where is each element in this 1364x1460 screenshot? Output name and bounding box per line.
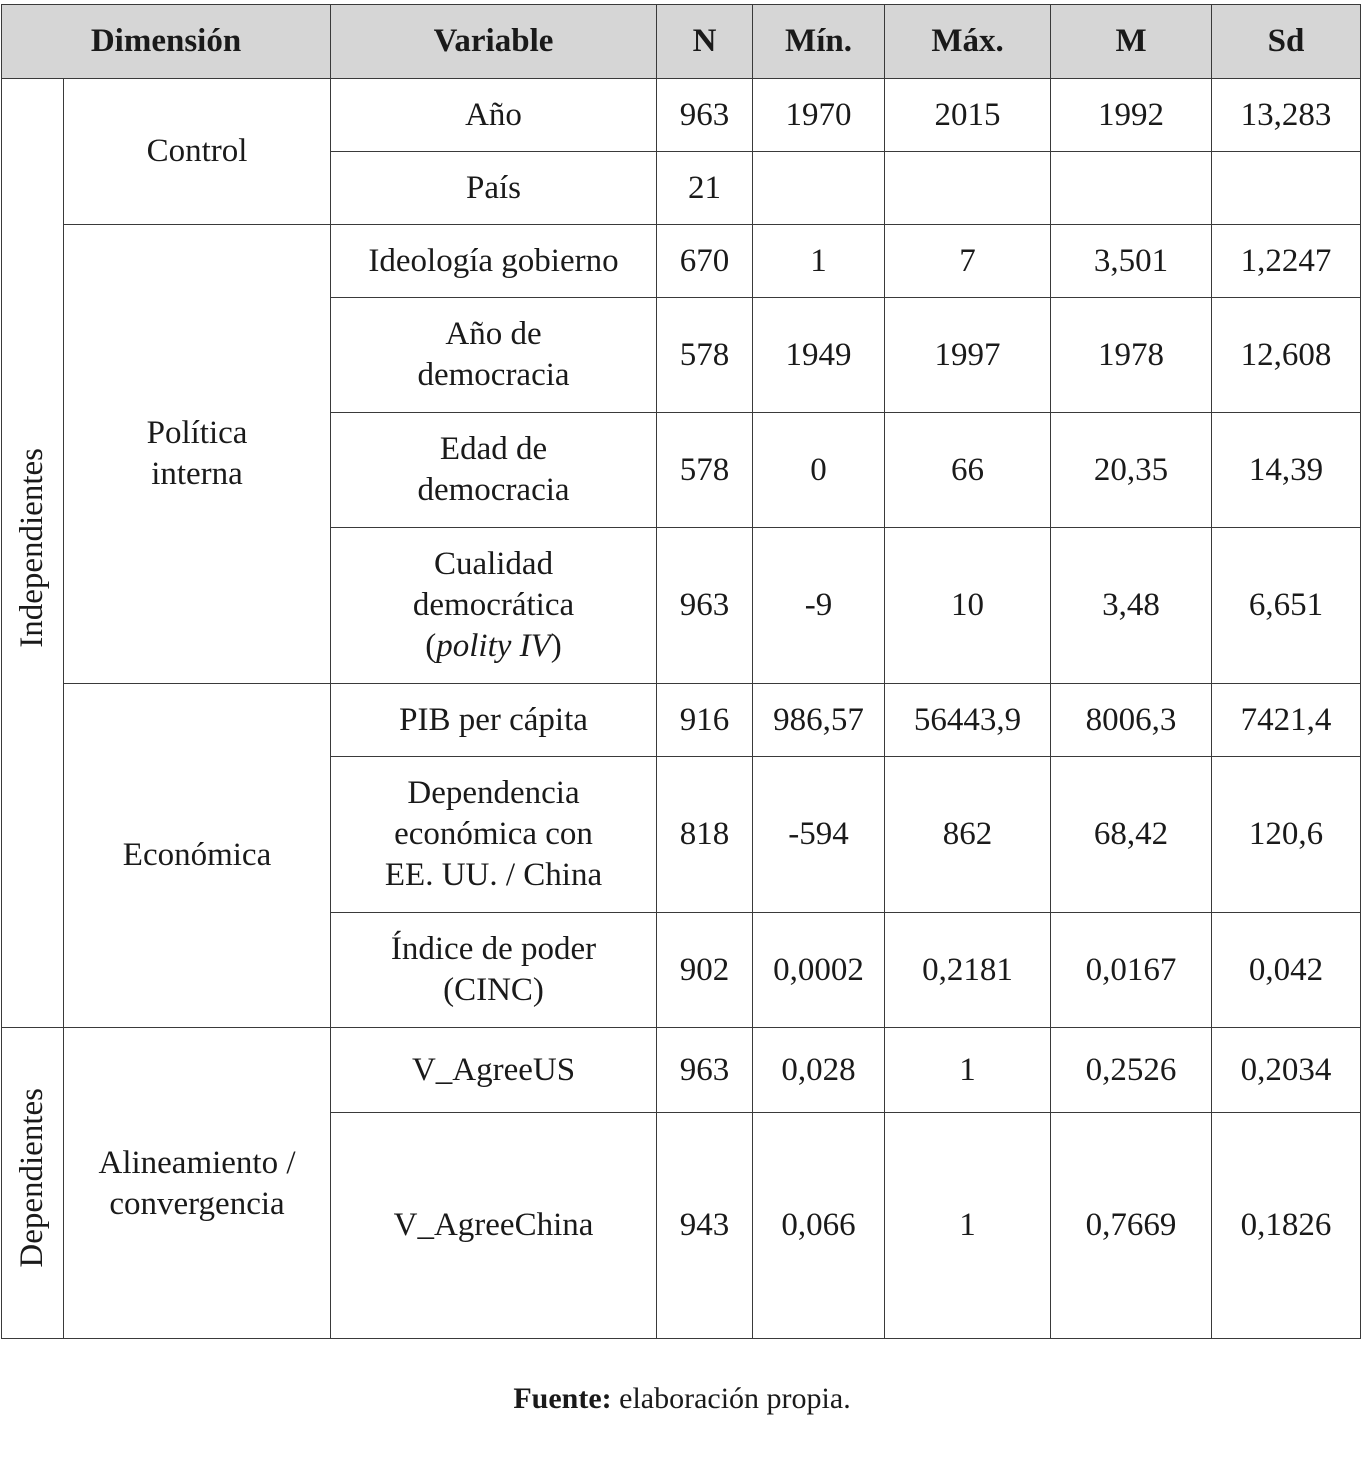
variable-cell: PIB per cápita [331, 684, 657, 757]
variable-line: Cualidad [433, 546, 554, 582]
variable-cell: Año [331, 79, 657, 152]
min-cell: 0,066 [753, 1113, 885, 1339]
variable-line: económica con [394, 816, 593, 852]
sd-cell: 120,6 [1212, 757, 1361, 913]
group-dependientes [2, 1028, 64, 1339]
variable-line: democracia [417, 357, 570, 393]
sd-cell [1212, 152, 1361, 225]
header-row [2, 5, 1361, 79]
dimension-label-line: convergencia [109, 1186, 285, 1222]
sd-cell: 0,2034 [1212, 1028, 1361, 1113]
polity-iv-label: polity IV [436, 628, 551, 664]
header-sd: Sd [1212, 5, 1361, 79]
group-label: Independientes [14, 447, 50, 648]
max-cell: 56443,9 [885, 684, 1051, 757]
variable-line: Índice de poder [390, 931, 597, 967]
variable-cell [331, 757, 657, 913]
mean-cell: 1978 [1051, 298, 1212, 413]
n-cell: 963 [657, 79, 753, 152]
header-max: Máx. [885, 5, 1051, 79]
min-cell: 1949 [753, 298, 885, 413]
n-cell: 916 [657, 684, 753, 757]
n-cell: 963 [657, 1028, 753, 1113]
variable-cell: V_AgreeUS [331, 1028, 657, 1113]
min-cell: 0 [753, 413, 885, 528]
max-cell: 66 [885, 413, 1051, 528]
variable-line: Edad de [439, 431, 548, 467]
n-cell: 963 [657, 528, 753, 684]
mean-cell: 0,0167 [1051, 913, 1212, 1028]
table-row [2, 1028, 1361, 1113]
sd-cell: 0,1826 [1212, 1113, 1361, 1339]
variable-line: EE. UU. / China [384, 857, 603, 893]
max-cell: 1997 [885, 298, 1051, 413]
max-cell: 1 [885, 1113, 1051, 1339]
dimension-economica: Económica [64, 684, 331, 1028]
mean-cell: 8006,3 [1051, 684, 1212, 757]
max-cell: 2015 [885, 79, 1051, 152]
min-cell: 986,57 [753, 684, 885, 757]
dimension-control: Control [64, 79, 331, 225]
min-cell: 1970 [753, 79, 885, 152]
min-cell: -594 [753, 757, 885, 913]
variable-cell: V_AgreeChina [331, 1113, 657, 1339]
min-cell [753, 152, 885, 225]
n-cell: 578 [657, 413, 753, 528]
mean-cell: 0,7669 [1051, 1113, 1212, 1339]
variable-line: democrática [412, 587, 575, 623]
group-independientes [2, 79, 64, 1028]
paren-open: ( [425, 628, 437, 664]
sd-cell: 7421,4 [1212, 684, 1361, 757]
variable-line: Año de [445, 316, 542, 352]
max-cell: 7 [885, 225, 1051, 298]
variable-line: Dependencia [407, 775, 580, 811]
variable-line: (CINC) [443, 972, 544, 1008]
sd-cell: 13,283 [1212, 79, 1361, 152]
max-cell: 0,2181 [885, 913, 1051, 1028]
mean-cell: 0,2526 [1051, 1028, 1212, 1113]
dimension-politica-interna [64, 225, 331, 684]
table-row [2, 225, 1361, 298]
mean-cell: 3,501 [1051, 225, 1212, 298]
table-row [2, 684, 1361, 757]
sd-cell: 12,608 [1212, 298, 1361, 413]
dimension-label-line: Política [146, 415, 248, 451]
mean-cell: 68,42 [1051, 757, 1212, 913]
paren-close: ) [550, 628, 562, 664]
source-label: Fuente: [513, 1382, 612, 1415]
n-cell: 578 [657, 298, 753, 413]
descriptive-stats-table [1, 4, 1361, 1339]
dimension-alineamiento [64, 1028, 331, 1339]
dimension-label-line: Alineamiento / [98, 1145, 296, 1181]
n-cell: 902 [657, 913, 753, 1028]
header-dimension: Dimensión [2, 5, 331, 79]
max-cell [885, 152, 1051, 225]
variable-cell [331, 528, 657, 684]
max-cell: 1 [885, 1028, 1051, 1113]
variable-line: democracia [417, 472, 570, 508]
n-cell: 818 [657, 757, 753, 913]
n-cell: 943 [657, 1113, 753, 1339]
min-cell: 1 [753, 225, 885, 298]
header-n: N [657, 5, 753, 79]
mean-cell: 1992 [1051, 79, 1212, 152]
sd-cell: 6,651 [1212, 528, 1361, 684]
variable-cell [331, 413, 657, 528]
n-cell: 670 [657, 225, 753, 298]
header-mean: M [1051, 5, 1212, 79]
group-label: Dependientes [14, 1087, 50, 1268]
variable-cell [331, 298, 657, 413]
header-min: Mín. [753, 5, 885, 79]
source-note [0, 1382, 1364, 1416]
variable-cell [331, 913, 657, 1028]
mean-cell: 3,48 [1051, 528, 1212, 684]
sd-cell: 1,2247 [1212, 225, 1361, 298]
sd-cell: 0,042 [1212, 913, 1361, 1028]
source-text: elaboración propia. [619, 1382, 851, 1415]
max-cell: 10 [885, 528, 1051, 684]
variable-cell: Ideología gobierno [331, 225, 657, 298]
n-cell: 21 [657, 152, 753, 225]
min-cell: 0,0002 [753, 913, 885, 1028]
min-cell: 0,028 [753, 1028, 885, 1113]
mean-cell: 20,35 [1051, 413, 1212, 528]
header-variable: Variable [331, 5, 657, 79]
min-cell: -9 [753, 528, 885, 684]
dimension-label-line: interna [151, 456, 243, 492]
max-cell: 862 [885, 757, 1051, 913]
sd-cell: 14,39 [1212, 413, 1361, 528]
mean-cell [1051, 152, 1212, 225]
variable-cell: País [331, 152, 657, 225]
table-row [2, 79, 1361, 152]
